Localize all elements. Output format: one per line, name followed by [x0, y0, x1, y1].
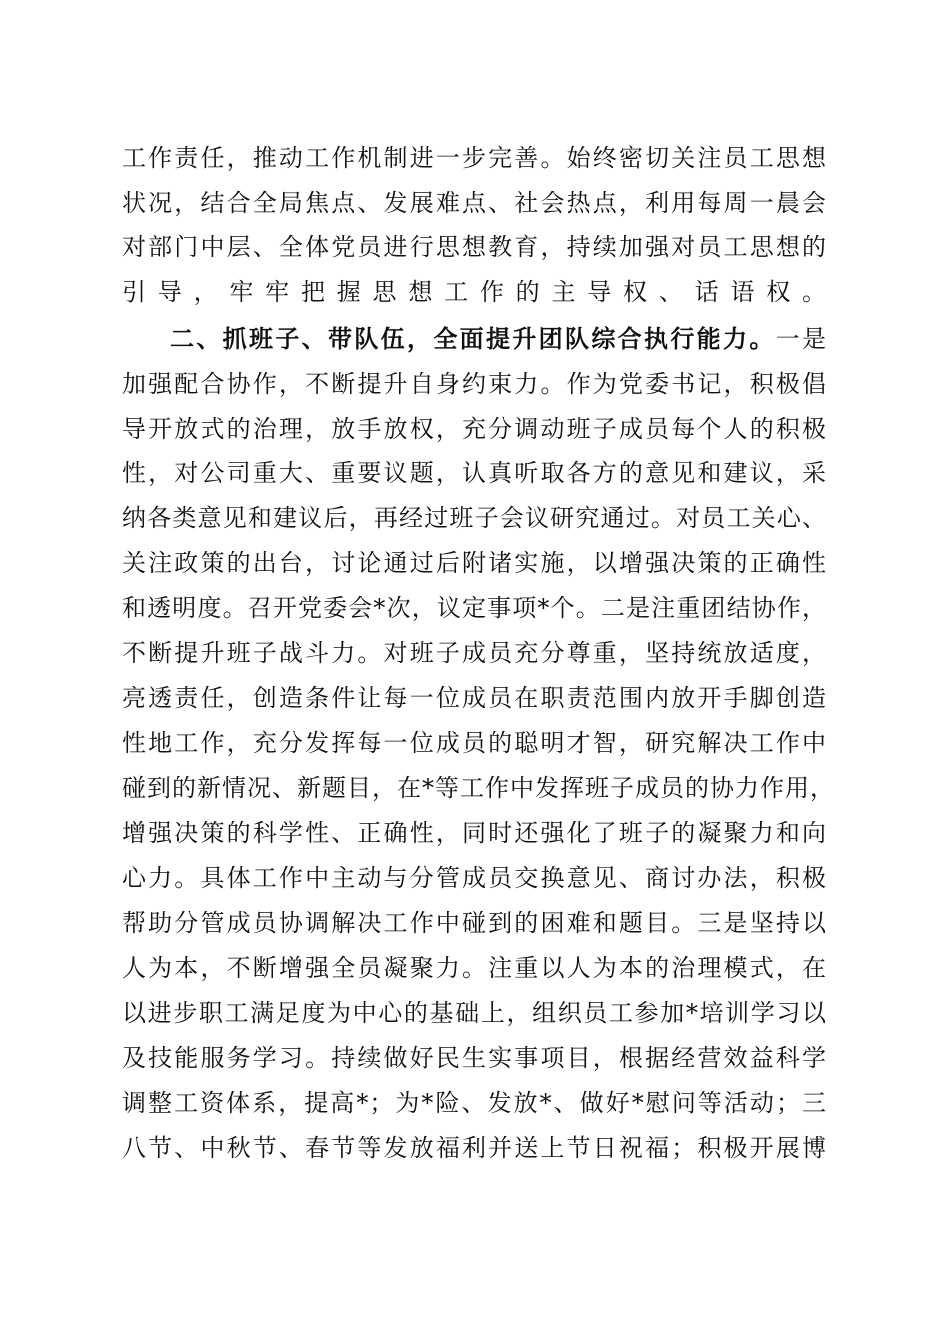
section-heading-line [170, 316, 827, 362]
paragraph-line: 状况，结合全局焦点、发展难点、社会热点，利用每周一晨会 [122, 189, 827, 217]
paragraph-line: 不断提升班子战斗力。对班子成员充分尊重，坚持统放适度， [122, 639, 827, 667]
section-heading-tail: 一是 [775, 325, 828, 353]
paragraph-line: 亮透责任，创造条件让每一位成员在职责范围内放开手脚创造 [122, 684, 827, 712]
paragraph-line: 调整工资体系，提高*；为*险、发放*、做好*慰问等活动；三 [122, 1089, 827, 1117]
paragraph-line: 碰到的新情况、新题目，在*等工作中发挥班子成员的协力作用， [122, 774, 835, 802]
paragraph-line: 对部门中层、全体党员进行思想教育，持续加强对员工思想的 [122, 233, 827, 261]
paragraph-line: 八节、中秋节、春节等发放福利并送上节日祝福；积极开展博 [122, 1134, 827, 1162]
paragraph-line: 性，对公司重大、重要议题，认真听取各方的意见和建议，采 [122, 459, 827, 487]
paragraph-line: 加强配合协作，不断提升自身约束力。作为党委书记，积极倡 [122, 370, 827, 398]
paragraph-line: 关注政策的出台，讨论通过后附诸实施，以增强决策的正确性 [122, 549, 827, 577]
paragraph-line: 以进步职工满足度为中心的基础上，组织员工参加*培训学习以 [122, 999, 827, 1027]
paragraph-line: 心力。具体工作中主动与分管成员交换意见、商讨办法，积极 [122, 864, 827, 892]
paragraph-line: 人为本，不断增强全员凝聚力。注重以人为本的治理模式，在 [122, 954, 827, 982]
section-heading: 二、抓班子、带队伍，全面提升团队综合执行能力。 [170, 325, 776, 353]
paragraph-line: 纳各类意见和建议后，再经过班子会议研究通过。对员工关心、 [122, 504, 827, 532]
paragraph-line: 引导，牢牢把握思想工作的主导权、话语权。 [122, 278, 827, 306]
paragraph-line: 性地工作，充分发挥每一位成员的聪明才智，研究解决工作中 [122, 729, 827, 757]
paragraph-line: 工作责任，推动工作机制进一步完善。始终密切关注员工思想 [122, 144, 827, 172]
paragraph-line: 帮助分管成员协调解决工作中碰到的困难和题目。三是坚持以 [122, 909, 827, 937]
paragraph-line: 和透明度。召开党委会*次，议定事项*个。二是注重团结协作， [122, 594, 827, 622]
paragraph-line: 及技能服务学习。持续做好民生实事项目，根据经营效益科学 [122, 1044, 827, 1072]
paragraph-line: 增强决策的科学性、正确性，同时还强化了班子的凝聚力和向 [122, 819, 827, 847]
paragraph-line: 导开放式的治理，放手放权，充分调动班子成员每个人的积极 [122, 415, 827, 443]
